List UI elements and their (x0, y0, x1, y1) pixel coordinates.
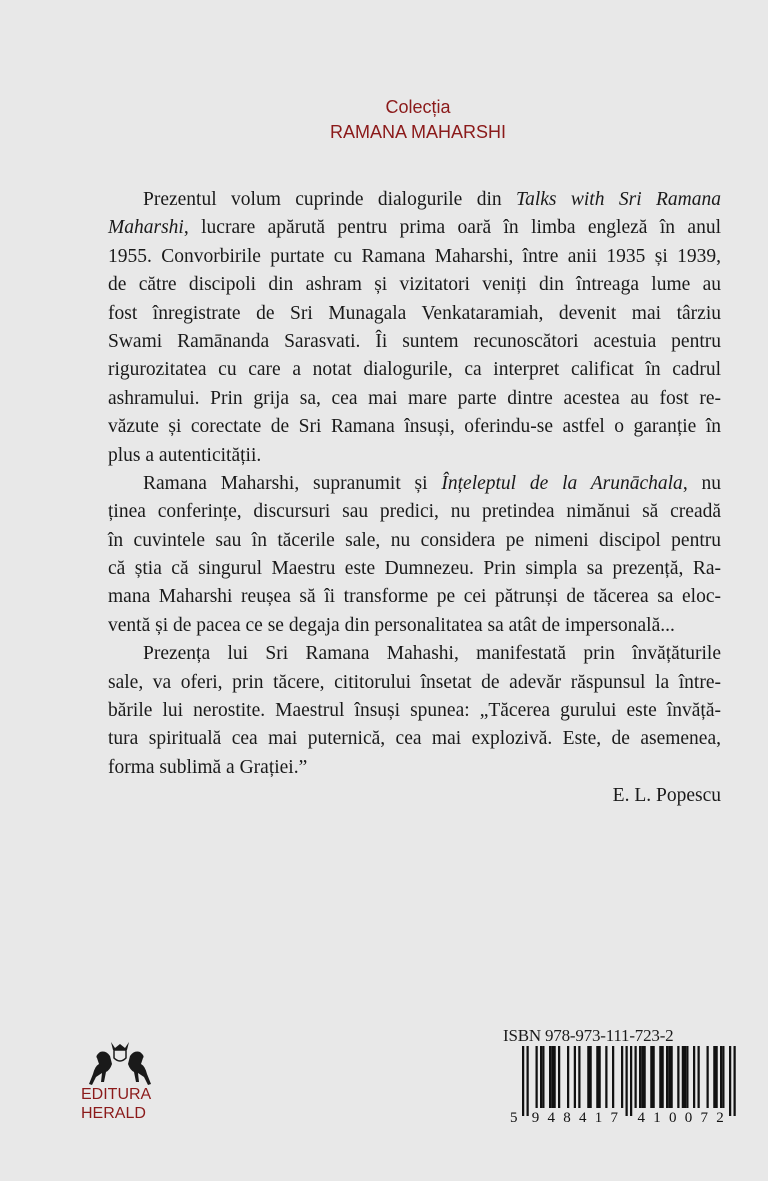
barcode-bar (639, 1046, 641, 1108)
barcode-bar (630, 1046, 632, 1116)
text-segment: Prezentul volum cuprinde dialogurile din (143, 189, 517, 210)
text-segment: Prezența lui Sri Ramana Mahashi, manifestată prin învățăturile (143, 643, 721, 665)
publisher-name-line2: HERALD (81, 1105, 146, 1122)
barcode-bar (659, 1046, 661, 1108)
barcode-bar (549, 1046, 551, 1108)
barcode (508, 1046, 748, 1126)
text-line (108, 271, 721, 299)
barcode-bar (540, 1046, 542, 1108)
barcode-bar (693, 1046, 695, 1108)
barcode-bar (662, 1046, 664, 1108)
text-line (108, 640, 721, 668)
collection-name: RAMANA MAHARSHI (329, 122, 507, 142)
barcode-bar (716, 1046, 718, 1108)
text-segment: tura spirituală cea mai puternică, cea mai explozivă. Este, de asemenea, (108, 728, 721, 750)
text-segment: ashramului. Prin grija sa, cea mai mare parte dintre acestea au fost re- (108, 387, 721, 409)
barcode-bar (698, 1046, 700, 1108)
text-line (108, 442, 721, 470)
barcode-bar (578, 1046, 580, 1108)
text-line (108, 243, 721, 271)
text-segment: fost înregistrate de Sri Munagala Venkataramiah, devenit mai târziu (108, 302, 721, 324)
barcode-bar (554, 1046, 556, 1108)
barcode-bar (567, 1046, 569, 1108)
barcode-digit: 7 (700, 1110, 708, 1126)
barcode-bar (666, 1046, 668, 1108)
barcode-digit: 4 (579, 1110, 587, 1126)
blurb-text (108, 186, 721, 811)
text-segment: de către discipoli din ashram și vizitatori veniți din întreaga lume au (108, 274, 721, 296)
text-line (108, 385, 721, 413)
italic-title: Înțeleptul de la Arunāchala (441, 472, 683, 494)
barcode-bar (668, 1046, 670, 1108)
barcode-digit: 8 (563, 1110, 571, 1126)
barcode-bar (677, 1046, 679, 1108)
barcode-digit: 1 (594, 1110, 603, 1126)
collection-label: Colecția (385, 97, 451, 117)
text-segment: , lucrare apărută pentru prima oară în limba engleză în anul (183, 217, 721, 239)
barcode-bar (605, 1046, 607, 1108)
barcode-bar (722, 1046, 724, 1108)
isbn-label: ISBN 978-973-111-723-2 (503, 1026, 674, 1045)
text-segment: că știa că singurul Maestru este Dumnezeu. Prin simpla sa prezență, Ra- (108, 558, 721, 580)
barcode-bar (596, 1046, 598, 1108)
publisher-logo-icon (80, 1038, 160, 1088)
text-line (108, 555, 721, 583)
barcode-digit: 5 (510, 1110, 518, 1126)
barcode-bar (551, 1046, 553, 1108)
text-segment: văzute și corectate de Sri Ramana însuși, oferindu-se astfel o garanție în (108, 416, 721, 438)
barcode-bar (653, 1046, 655, 1108)
text-line (108, 470, 721, 498)
barcode-digit: 9 (531, 1110, 540, 1126)
barcode-bar (626, 1046, 628, 1116)
barcode-bar (599, 1046, 601, 1108)
barcode-bar (707, 1046, 709, 1108)
publisher-name-line1: EDITURA (81, 1086, 152, 1103)
text-segment: Ramana Maharshi, supranumit și (143, 472, 442, 494)
text-line (108, 300, 721, 328)
text-line (108, 527, 721, 555)
barcode-bar (635, 1046, 637, 1108)
text-segment: ventă și de pacea ce se degaja din personalitatea sa atât de impersonală... (108, 614, 675, 636)
barcode-bar (713, 1046, 715, 1108)
barcode-bar (522, 1046, 524, 1116)
text-line (108, 498, 721, 526)
barcode-bar (542, 1046, 544, 1108)
barcode-bar (558, 1046, 560, 1108)
barcode-bar (590, 1046, 592, 1108)
barcode-digit: 1 (653, 1110, 661, 1126)
barcode-bar (644, 1046, 646, 1108)
barcode-bar (682, 1046, 684, 1108)
text-line (108, 583, 721, 611)
barcode-digit: 0 (684, 1110, 693, 1126)
barcode-bar (720, 1046, 722, 1108)
text-segment: , nu (682, 472, 721, 494)
barcode-bar (621, 1046, 623, 1108)
text-segment: bările lui nerostite. Maestrul însuși spunea: „Tăcerea gurului este învăță- (108, 700, 721, 722)
text-segment: 1955. Convorbirile purtate cu Ramana Maharshi, între anii 1935 și 1939, (108, 245, 721, 267)
text-line (108, 612, 721, 640)
barcode-bar (574, 1046, 576, 1108)
text-line (108, 754, 721, 782)
text-segment: plus a autenticității. (108, 444, 262, 466)
author-signature: E. L. Popescu (612, 785, 721, 807)
barcode-bar (686, 1046, 688, 1108)
barcode-bar (729, 1046, 731, 1116)
barcode-bar (612, 1046, 614, 1108)
barcode-digit: 0 (669, 1110, 677, 1126)
barcode-digit: 4 (547, 1110, 555, 1126)
barcode-digit: 4 (637, 1110, 645, 1126)
italic-title: Talks with Sri Ramana (516, 189, 721, 210)
text-line (108, 697, 721, 725)
barcode-bar (650, 1046, 652, 1108)
barcode-digit: 7 (610, 1110, 618, 1126)
text-line (108, 356, 721, 384)
text-line (108, 725, 721, 753)
text-segment: ținea conferințe, discursuri sau predici, nu pretindea nimănui să creadă (108, 501, 721, 523)
text-line (108, 413, 721, 441)
barcode-digit: 2 (716, 1110, 724, 1126)
barcode-bar (684, 1046, 686, 1108)
barcode-bar (536, 1046, 538, 1108)
text-line (108, 328, 721, 356)
barcode-bar (641, 1046, 643, 1108)
barcode-bar (587, 1046, 589, 1108)
text-segment: rigurozitatea cu care a notat dialogurile, ca interpret calificat în cadrul (108, 359, 721, 381)
text-segment: forma sublimă a Grației.” (108, 756, 308, 778)
italic-title: Maharshi (108, 217, 184, 239)
barcode-bar (671, 1046, 673, 1108)
text-line (108, 186, 721, 214)
text-segment: sale, va oferi, prin tăcere, cititorului însetat de adevăr răspunsul la între- (108, 671, 721, 693)
barcode-bar (527, 1046, 529, 1116)
text-line (108, 214, 721, 242)
text-segment: mana Maharshi reușea să îi transforme pe cei pătrunși de tăcerea sa eloc- (108, 586, 721, 608)
text-segment: Swami Ramānanda Sarasvati. Îi suntem recunoscători acestuia pentru (108, 330, 721, 352)
text-line (108, 669, 721, 697)
barcode-bar (734, 1046, 736, 1116)
text-segment: în cuvintele sau în tăcerile sale, nu considera pe nimeni discipol pentru (108, 529, 721, 551)
